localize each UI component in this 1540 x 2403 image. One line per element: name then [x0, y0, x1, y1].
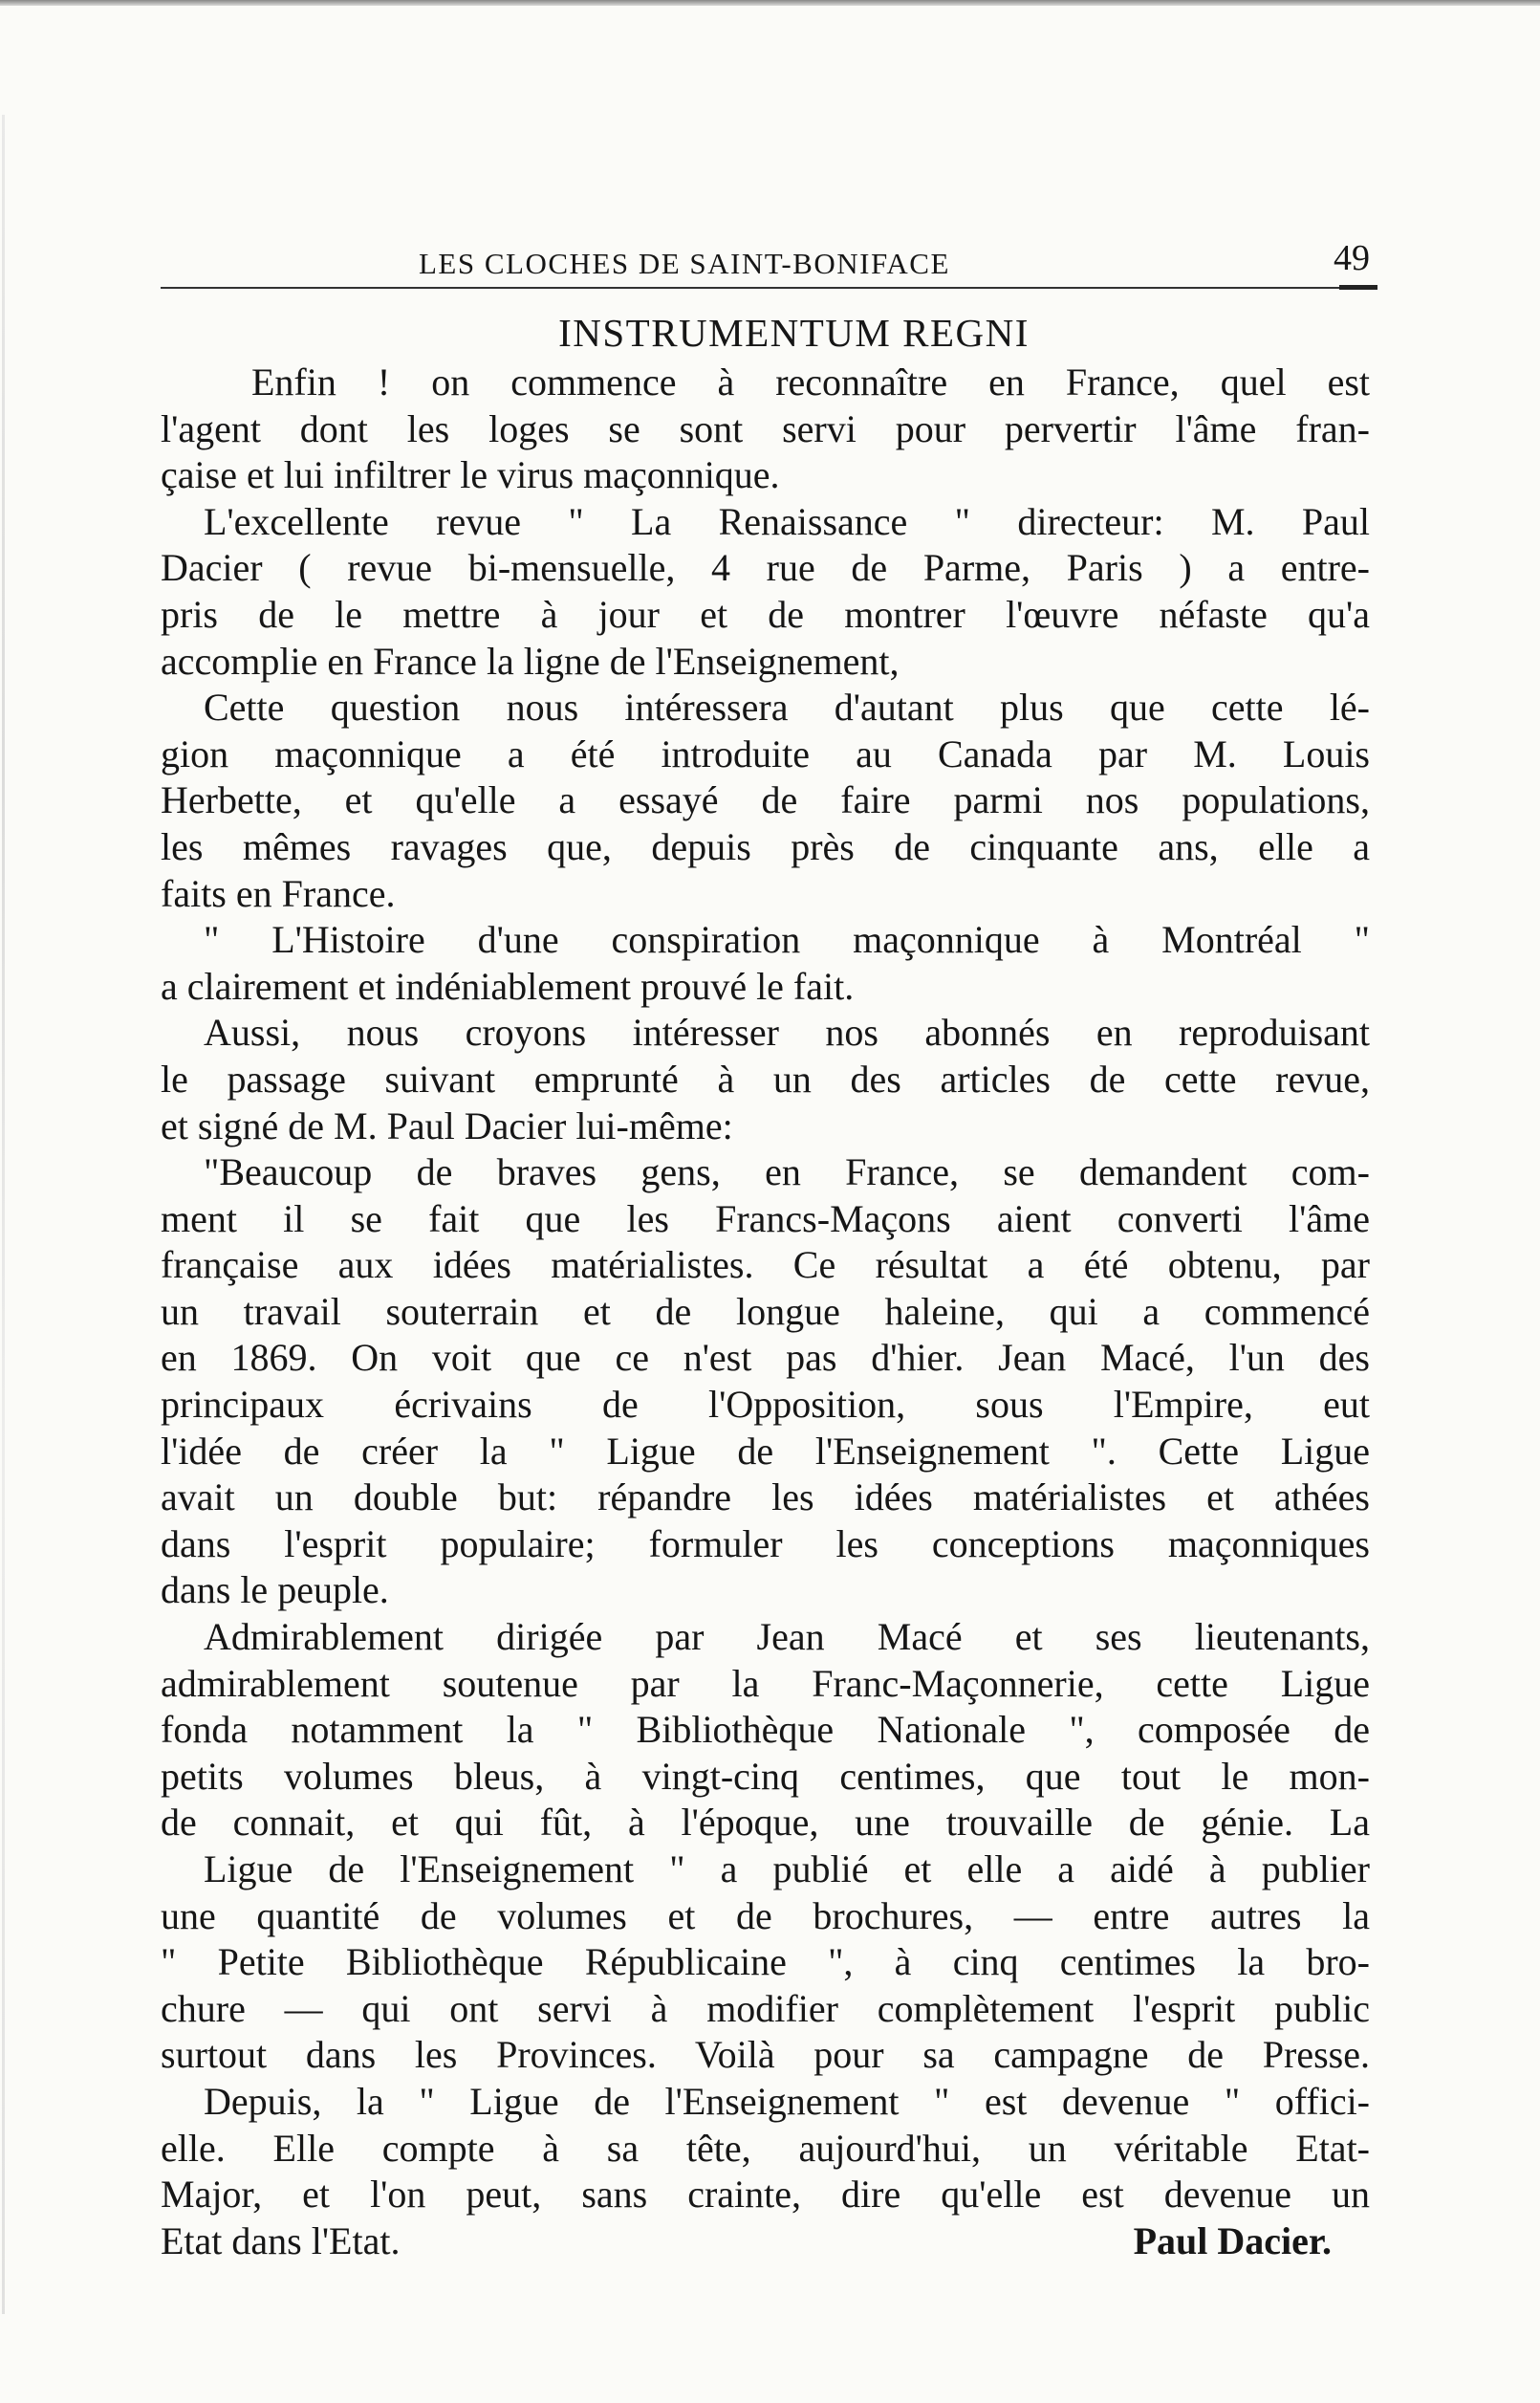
- text-line: l'idée de créer la " Ligue de l'Enseignement ". Cette Ligue: [161, 1429, 1370, 1473]
- text-line: Ligue de l'Enseignement " a publié et elle a aidé à publier: [204, 1847, 1370, 1890]
- text-line: gion maçonnique a été introduite au Canada par M. Louis: [161, 732, 1370, 776]
- text-line: Dacier ( revue bi-mensuelle, 4 rue de Parme, Paris ) a entre-: [161, 546, 1370, 590]
- text-line: " Petite Bibliothèque Républicaine ", à cinq centimes la bro-: [161, 1940, 1370, 1984]
- text-line: Admirablement dirigée par Jean Macé et ses lieutenants,: [204, 1615, 1370, 1659]
- running-header: [161, 229, 1370, 289]
- text-line: elle. Elle compte à sa tête, aujourd'hui, un véritable Etat-: [161, 2126, 1370, 2170]
- closing-line: [161, 2218, 1370, 2265]
- text-line: faits en France.: [161, 871, 396, 915]
- text-line: Enfin ! on commence à reconnaître en France, quel est: [251, 360, 1370, 404]
- text-line: en 1869. On voit que ce n'est pas d'hier. Jean Macé, l'un des: [161, 1336, 1370, 1380]
- text-line: pris de le mettre à jour et de montrer l'œuvre néfaste qu'a: [161, 592, 1370, 636]
- page-left-margin-shadow: [2, 115, 5, 2314]
- text-line: Cette question nous intéressera d'autant plus que cette lé-: [204, 686, 1370, 730]
- final-line-text: Etat dans l'Etat.: [161, 2218, 401, 2262]
- text-line: fonda notamment la " Bibliothèque Nationale ", composée de: [161, 1708, 1370, 1752]
- text-line: Depuis, la " Ligue de l'Enseignement " est devenue " offici-: [204, 2079, 1370, 2123]
- text-line: dans le peuple.: [161, 1568, 389, 1612]
- text-line: a clairement et indéniablement prouvé le fait.: [161, 964, 855, 1008]
- text-line: l'agent dont les loges se sont servi pour pervertir l'âme fran-: [161, 406, 1370, 450]
- text-line: Aussi, nous croyons intéresser nos abonnés en reproduisant: [204, 1011, 1370, 1055]
- text-line: chure — qui ont servi à modifier complètement l'esprit public: [161, 1986, 1370, 2030]
- text-line: une quantité de volumes et de brochures, — entre autres la: [161, 1893, 1370, 1937]
- text-line: accomplie en France la ligne de l'Enseignement,: [161, 639, 900, 683]
- running-title: LES CLOCHES DE SAINT-BONIFACE: [419, 247, 950, 280]
- text-line: le passage suivant emprunté à un des articles de cette revue,: [161, 1057, 1370, 1101]
- text-line: avait un double but: répandre les idées matérialistes et athées: [161, 1475, 1370, 1519]
- text-line: un travail souterrain et de longue haleine, qui a commencé: [161, 1289, 1370, 1333]
- text-line: ment il se fait que les Francs-Maçons aient converti l'âme: [161, 1196, 1370, 1240]
- text-line: surtout dans les Provinces. Voilà pour sa campagne de Presse.: [161, 2033, 1370, 2077]
- text-line: et signé de M. Paul Dacier lui-même:: [161, 1103, 733, 1147]
- page-number: 49: [1334, 238, 1370, 278]
- text-line: française aux idées matérialistes. Ce résultat a été obtenu, par: [161, 1243, 1370, 1287]
- article-body: [161, 360, 1370, 2218]
- text-line: principaux écrivains de l'Opposition, sous l'Empire, eut: [161, 1383, 1370, 1427]
- article-title: INSTRUMENTUM REGNI: [558, 311, 1030, 355]
- book-page: [161, 229, 1370, 2264]
- text-line: Herbette, et qu'elle a essayé de faire parmi nos populations,: [161, 778, 1370, 822]
- text-line: admirablement soutenue par la Franc-Maçonnerie, cette Ligue: [161, 1661, 1370, 1705]
- text-line: de connait, et qui fût, à l'époque, une trouvaille de génie. La: [161, 1801, 1370, 1845]
- text-line: L'excellente revue " La Renaissance " directeur: M. Paul: [204, 499, 1370, 543]
- text-line: çaise et lui infiltrer le virus maçonnique.: [161, 453, 780, 497]
- page-top-edge: [0, 0, 1540, 6]
- header-rule: [161, 287, 1370, 289]
- text-line: les mêmes ravages que, depuis près de cinquante ans, elle a: [161, 824, 1370, 868]
- text-line: dans l'esprit populaire; formuler les conceptions maçonniques: [161, 1521, 1370, 1565]
- text-line: petits volumes bleus, à vingt-cinq centimes, que tout le mon-: [161, 1754, 1370, 1798]
- text-line: "Beaucoup de braves gens, en France, se demandent com-: [204, 1150, 1370, 1194]
- signature: Paul Dacier.: [1133, 2218, 1332, 2262]
- text-line: Major, et l'on peut, sans crainte, dire qu'elle est devenue un: [161, 2173, 1370, 2217]
- text-line: " L'Histoire d'une conspiration maçonnique à Montréal ": [204, 918, 1370, 962]
